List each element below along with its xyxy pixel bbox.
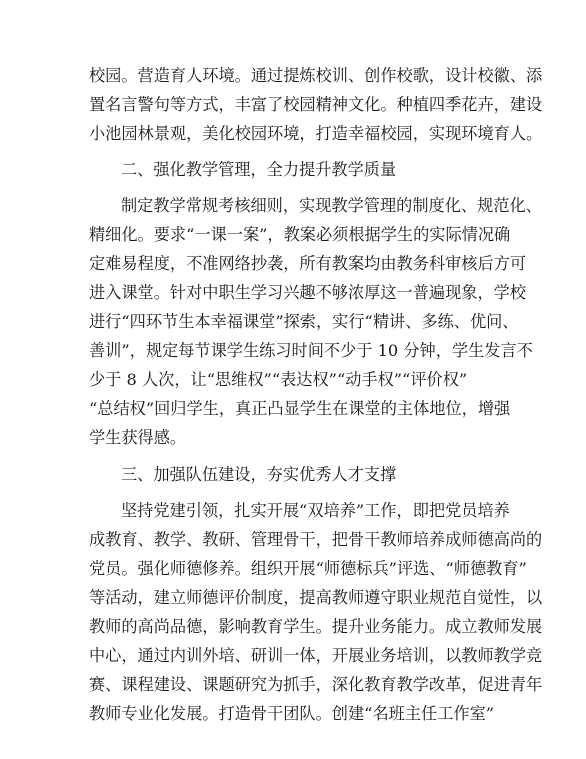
text-line: 定难易程度，不准网络抄袭，所有教案均由教务科审核后方可 (89, 254, 527, 273)
text-line: 成教育、教学、教研、管理骨干，把骨干教师培养成师德高尚的 (89, 530, 543, 549)
text-line: 教师的高尚品德，影响教育学生。提升业务能力。成立教师发展 (89, 617, 543, 636)
text-line: 校园。营造育人环境。通过提炼校训、创作校歌，设计校徽、添 (89, 66, 543, 85)
text-line: 党员。强化师德修养。组织开展“师德标兵”评选、“师德教育” (89, 559, 527, 578)
section-heading: 三、加强队伍建设，夯实优秀人才支撑 (121, 465, 397, 484)
text-line: 坚持党建引领，扎实开展“双培养”工作，即把党员培养 (121, 501, 510, 520)
text-line: 善训”，规定每节课学生练习时间不少于 10 分钟，学生发言不 (89, 341, 533, 360)
text-line: “总结权”回归学生，真正凸显学生在课堂的主体地位，增强 (89, 399, 511, 418)
text-line: 少于 8 人次，让“思维权”“表达权”“动手权”“评价权” (89, 370, 468, 389)
text-line: 教师专业化发展。打造骨干团队。创建“名班主任工作室” (89, 704, 495, 723)
text-line: 置名言警句等方式，丰富了校园精神文化。种植四季花卉，建设 (89, 95, 543, 114)
text-line: 精细化。要求“一课一案”，教案必须根据学生的实际情况确 (89, 225, 511, 244)
text-line: 学生获得感。 (89, 428, 187, 447)
text-line: 赛、课程建设、课题研究为抓手，深化教育教学改革，促进青年 (89, 675, 543, 694)
text-line: 中心，通过内训外培、研训一体，开展业务培训，以教师教学竞 (89, 646, 543, 665)
text-line: 小池园林景观，美化校园环境，打造幸福校园，实现环境育人。 (89, 124, 543, 143)
section-heading: 二、强化教学管理，全力提升教学质量 (121, 160, 397, 179)
text-line: 进行“四环节生本幸福课堂”探索，实行“精讲、多练、优问、 (89, 312, 519, 331)
text-line: 进入课堂。针对中职生学习兴趣不够浓厚这一普遍现象，学校 (89, 283, 527, 302)
text-line: 制定教学常规考核细则，实现教学管理的制度化、规范化、 (121, 196, 542, 215)
text-line: 等活动，建立师德评价制度，提高教师遵守职业规范自觉性，以 (89, 588, 543, 607)
